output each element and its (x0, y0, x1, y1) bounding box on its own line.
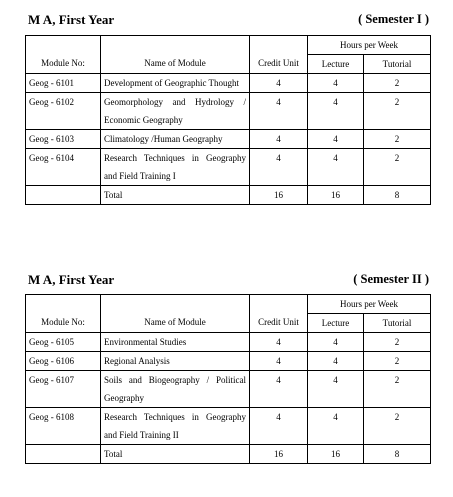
tutorial-hours: 2 (364, 333, 431, 352)
table-row (26, 93, 431, 130)
module-no-label: Module No: (41, 58, 85, 68)
total-row (26, 445, 431, 464)
total-row (26, 186, 431, 205)
module-code: Geog - 6103 (26, 130, 101, 149)
tutorial-hours: 2 (364, 352, 431, 371)
table-row (26, 408, 431, 445)
semester-2-header (28, 272, 433, 290)
module-name: Climatology /Human Geography (101, 130, 250, 149)
table-row (26, 130, 431, 149)
module-code: Geog - 6106 (26, 352, 101, 371)
module-code: Geog - 6105 (26, 333, 101, 352)
year-title: M A, First Year (28, 272, 115, 287)
total-tutorial: 8 (364, 445, 431, 464)
semester-title: ( Semester II ) (353, 272, 429, 286)
tutorial-hours: 2 (364, 93, 431, 130)
year-title: M A, First Year (28, 12, 115, 27)
total-label: Total (101, 445, 250, 464)
module-name: Geomorphology and Hydrology / Economic Geography (101, 93, 250, 130)
module-code: Geog - 6107 (26, 371, 101, 408)
module-name: Research Techniques in Geography and Field Training I (101, 149, 250, 186)
credit-unit: 4 (250, 408, 308, 445)
module-name: Environmental Studies (101, 333, 250, 352)
module-name-label: Name of Module (144, 58, 206, 68)
lecture-hours: 4 (308, 149, 364, 186)
module-name-label: Name of Module (144, 317, 206, 327)
tutorial-header: Tutorial (364, 55, 431, 74)
tutorial-header: Tutorial (364, 314, 431, 333)
semester-title: ( Semester I ) (358, 12, 429, 26)
module-code: Geog - 6104 (26, 149, 101, 186)
credit-unit-label: Credit Unit (258, 317, 299, 327)
credit-unit: 4 (250, 130, 308, 149)
header-row (26, 295, 431, 314)
total-credit: 16 (250, 186, 308, 205)
hours-per-week-header: Hours per Week (308, 295, 431, 314)
module-name-header (101, 295, 250, 333)
module-name: Development of Geographic Thought (101, 74, 250, 93)
tutorial-hours: 2 (364, 149, 431, 186)
total-lecture: 16 (308, 186, 364, 205)
module-name: Regional Analysis (101, 352, 250, 371)
module-name-header (101, 36, 250, 74)
total-tutorial: 8 (364, 186, 431, 205)
credit-unit-label: Credit Unit (258, 58, 299, 68)
hours-per-week-header: Hours per Week (308, 36, 431, 55)
lecture-hours: 4 (308, 74, 364, 93)
header-row (26, 36, 431, 55)
lecture-header: Lecture (308, 55, 364, 74)
table-row (26, 371, 431, 408)
module-name: Soils and Biogeography / Political Geography (101, 371, 250, 408)
tutorial-hours: 2 (364, 408, 431, 445)
module-no-label: Module No: (41, 317, 85, 327)
credit-unit: 4 (250, 371, 308, 408)
semester-2-table (25, 294, 431, 464)
module-code: Geog - 6108 (26, 408, 101, 445)
tutorial-hours: 2 (364, 74, 431, 93)
table-row (26, 352, 431, 371)
module-no-header (26, 295, 101, 333)
credit-unit-header (250, 36, 308, 74)
module-code: Geog - 6102 (26, 93, 101, 130)
total-spacer (26, 186, 101, 205)
total-spacer (26, 445, 101, 464)
lecture-header: Lecture (308, 314, 364, 333)
tutorial-hours: 2 (364, 371, 431, 408)
lecture-hours: 4 (308, 93, 364, 130)
credit-unit: 4 (250, 149, 308, 186)
total-credit: 16 (250, 445, 308, 464)
module-name: Research Techniques in Geography and Field Training II (101, 408, 250, 445)
table-row (26, 74, 431, 93)
table-row (26, 333, 431, 352)
tutorial-hours: 2 (364, 130, 431, 149)
total-label: Total (101, 186, 250, 205)
semester-1-header (28, 12, 433, 30)
lecture-hours: 4 (308, 130, 364, 149)
lecture-hours: 4 (308, 333, 364, 352)
module-no-header (26, 36, 101, 74)
lecture-hours: 4 (308, 408, 364, 445)
credit-unit-header (250, 295, 308, 333)
semester-1-table (25, 35, 431, 205)
credit-unit: 4 (250, 333, 308, 352)
module-code: Geog - 6101 (26, 74, 101, 93)
credit-unit: 4 (250, 93, 308, 130)
credit-unit: 4 (250, 74, 308, 93)
credit-unit: 4 (250, 352, 308, 371)
table-row (26, 149, 431, 186)
lecture-hours: 4 (308, 352, 364, 371)
lecture-hours: 4 (308, 371, 364, 408)
total-lecture: 16 (308, 445, 364, 464)
